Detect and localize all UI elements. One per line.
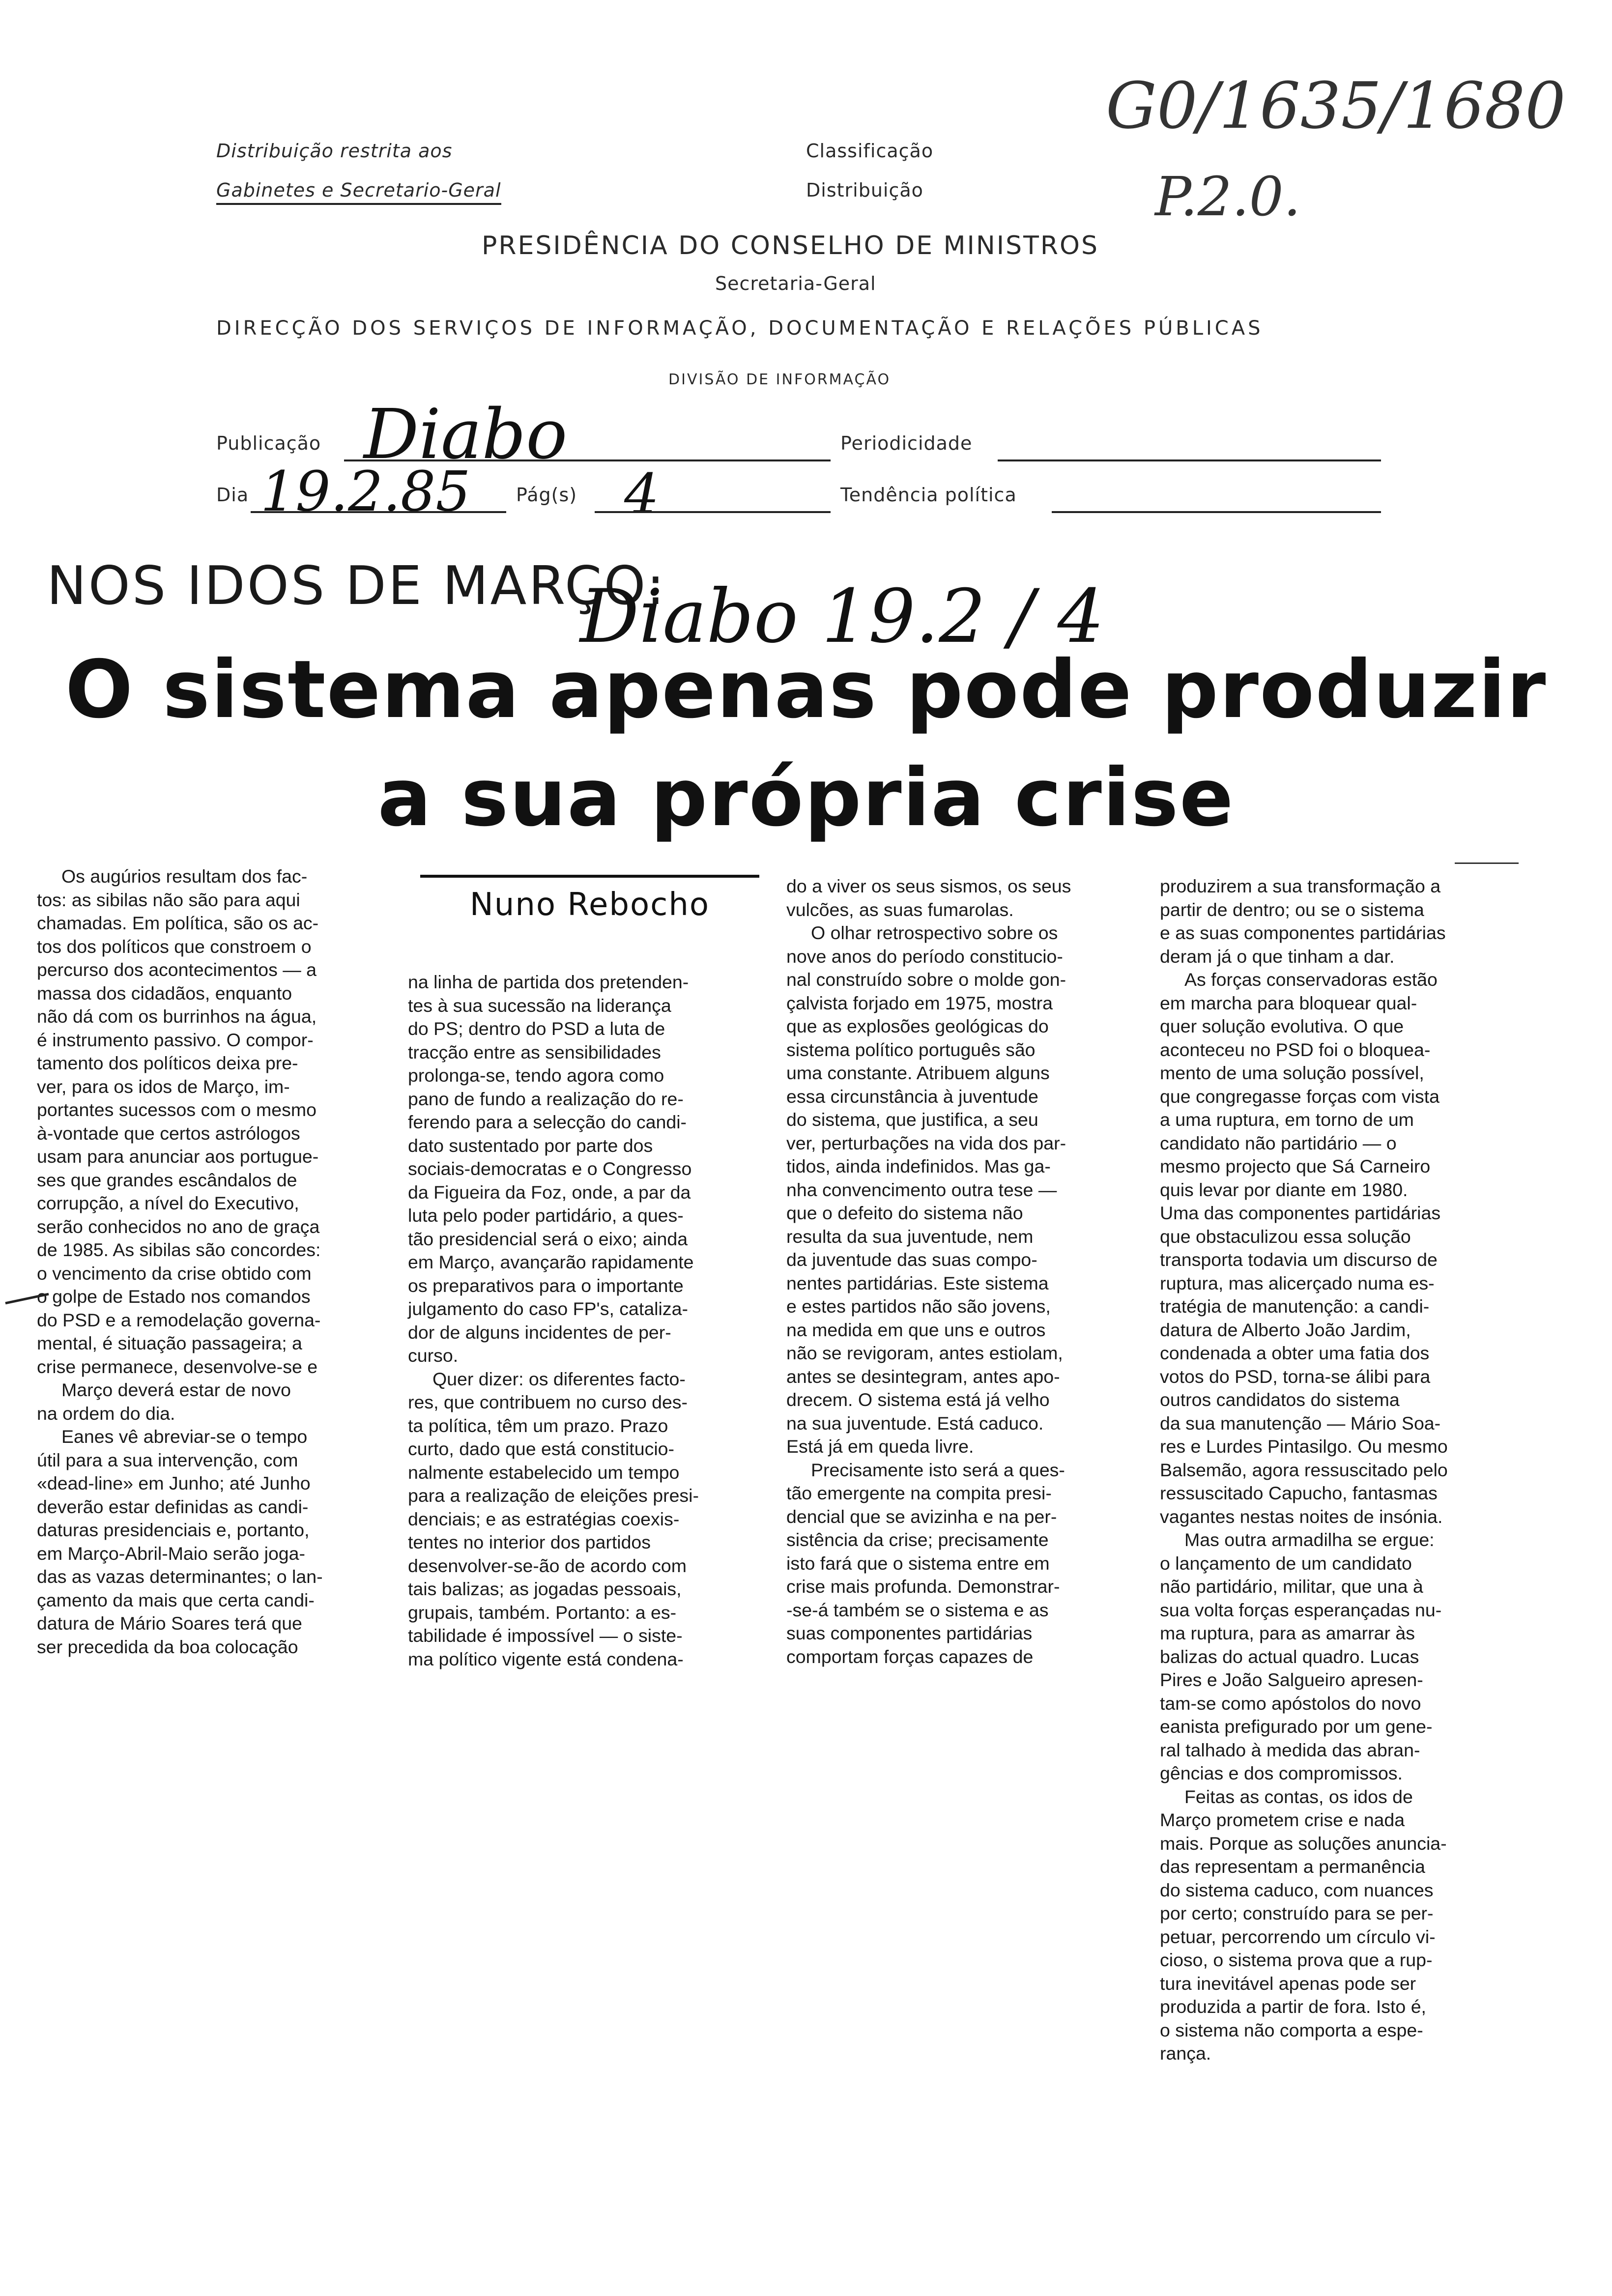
col3-line-15: que o defeito do sistema não	[786, 1203, 1023, 1223]
col1-line-21: mental, é situação passageira; a	[37, 1333, 302, 1353]
col4-line-40: Feitas as contas, os idos de	[1184, 1786, 1413, 1807]
col3-line-3: O olhar retrospectivo sobre os	[811, 922, 1058, 943]
col4-line-9: mento de uma solução possível,	[1160, 1062, 1424, 1083]
tendency-label: Tendência política	[840, 484, 1017, 506]
day-line	[251, 511, 506, 513]
col3-line-2: vulcões, as suas fumarolas.	[786, 899, 1014, 920]
col4-line-31: não partidário, militar, que una à	[1160, 1576, 1423, 1597]
col3-line-13: tidos, ainda indefinidos. Mas ga-	[786, 1156, 1051, 1177]
col1-line-1: Os augúrios resultam dos fac-	[61, 866, 308, 887]
col4-line-36: tam-se como apóstolos do novo	[1160, 1693, 1421, 1714]
tendency-line	[1052, 511, 1381, 513]
col4-line-4: deram já o que tinham a dar.	[1160, 946, 1395, 967]
col3-line-1: do a viver os seus sismos, os seus	[786, 876, 1071, 896]
col1-line-29: daturas presidenciais e, portanto,	[37, 1520, 310, 1540]
col4-line-19: tratégia de manutenção: a candi-	[1160, 1296, 1430, 1317]
distribution-line2: Gabinetes e Secretario-Geral	[216, 179, 501, 205]
article-column-4	[1160, 875, 1509, 2066]
col1-line-2: tos: as sibilas não são para aqui	[37, 889, 300, 910]
col1-line-16: serão conhecidos no ano de graça	[37, 1216, 320, 1237]
article-column-2	[408, 971, 757, 1671]
col1-line-17: de 1985. As sibilas são concordes:	[37, 1239, 321, 1260]
secretariat: Secretaria-Geral	[715, 273, 876, 294]
col4-line-41: Março prometem crise e nada	[1160, 1809, 1405, 1830]
col4-line-39: gências e dos compromissos.	[1160, 1763, 1403, 1783]
col1-line-5: percurso dos acontecimentos — a	[37, 959, 317, 980]
division: DIVISÃO DE INFORMAÇÃO	[668, 371, 891, 388]
col2-line-6: pano de fundo a realização do re-	[408, 1088, 684, 1109]
col3-line-28: dencial que se avizinha e na per-	[786, 1506, 1057, 1527]
col2-line-24: denciais; e as estratégias coexis-	[408, 1508, 680, 1529]
col4-line-48: tura inevitável apenas pode ser	[1160, 1973, 1416, 1994]
col4-line-17: transporta todavia um discurso de	[1160, 1249, 1438, 1270]
col2-line-2: tes à sua sucessão na liderança	[408, 995, 671, 1016]
col4-line-10: que congregasse forças com vista	[1160, 1086, 1440, 1107]
col2-line-3: do PS; dentro do PSD a luta de	[408, 1018, 665, 1039]
col3-line-25: Está já em queda livre.	[786, 1436, 974, 1457]
col1-line-11: portantes sucessos com o mesmo	[37, 1099, 317, 1120]
col3-line-7: que as explosões geológicas do	[786, 1016, 1049, 1036]
col3-line-31: crise mais profunda. Demonstrar-	[786, 1576, 1060, 1597]
col3-line-29: sistência da crise; precisamente	[786, 1529, 1049, 1550]
col4-line-50: o sistema não comporta a espe-	[1160, 2019, 1423, 2040]
pages-value: 4	[624, 462, 660, 526]
col1-line-33: datura de Mário Soares terá que	[37, 1613, 302, 1634]
col4-line-30: o lançamento de um candidato	[1160, 1552, 1412, 1574]
article-column-3	[786, 875, 1130, 1668]
pages-label: Pág(s)	[516, 484, 577, 506]
col3-line-33: suas componentes partidárias	[786, 1623, 1033, 1643]
col1-line-13: usam para anunciar aos portugue-	[37, 1146, 319, 1167]
col1-line-14: ses que grandes escândalos de	[37, 1169, 297, 1190]
col3-line-6: çalvista forjado em 1975, mostra	[786, 992, 1053, 1013]
day-value: 19.2.85	[260, 460, 471, 524]
col4-line-6: em marcha para bloquear qual-	[1160, 992, 1417, 1013]
col2-line-25: tentes no interior dos partidos	[408, 1532, 651, 1552]
col2-line-26: desenvolver-se-ão de acordo com	[408, 1555, 687, 1576]
col3-line-22: antes se desintegram, antes apo-	[786, 1366, 1060, 1387]
col2-line-7: ferendo para a selecção do candi-	[408, 1112, 687, 1132]
col4-line-45: por certo; construído para se per-	[1160, 1903, 1434, 1923]
col3-line-9: uma constante. Atribuem alguns	[786, 1062, 1050, 1083]
publication-label: Publicação	[216, 432, 321, 454]
col4-line-15: Uma das componentes partidárias	[1160, 1203, 1441, 1223]
col1-line-32: çamento da mais que certa candi-	[37, 1589, 315, 1610]
col4-line-37: eanista prefigurado por um gene-	[1160, 1716, 1433, 1737]
col4-line-20: datura de Alberto João Jardim,	[1160, 1319, 1411, 1340]
col2-line-20: ta política, têm um prazo. Prazo	[408, 1415, 668, 1436]
classification-label: Classificação	[806, 140, 934, 162]
col4-line-23: outros candidatos do sistema	[1160, 1389, 1400, 1410]
col2-line-22: nalmente estabelecido um tempo	[408, 1462, 680, 1483]
distribution-line1: Distribuição restrita aos	[216, 140, 453, 162]
col4-line-28: vagantes nestas noites de insónia.	[1160, 1506, 1443, 1527]
periodicity-line	[998, 459, 1381, 461]
col2-line-19: res, que contribuem no curso des-	[408, 1392, 688, 1412]
col2-line-12: tão presidencial será o eixo; ainda	[408, 1228, 688, 1249]
col4-line-13: mesmo projecto que Sá Carneiro	[1160, 1156, 1431, 1177]
col2-line-13: em Março, avançarão rapidamente	[408, 1252, 694, 1272]
col4-line-26: Balsemão, agora ressuscitado pelo	[1160, 1459, 1448, 1480]
distribution-label: Distribuição	[806, 179, 923, 201]
col3-line-20: na medida em que uns e outros	[786, 1319, 1046, 1340]
col2-line-14: os preparativos para o importante	[408, 1275, 684, 1296]
col1-line-19: o golpe de Estado nos comandos	[37, 1286, 311, 1307]
col1-line-34: ser precedida da boa colocação	[37, 1636, 298, 1657]
col3-line-18: nentes partidárias. Este sistema	[786, 1272, 1049, 1293]
col1-line-9: tamento dos políticos deixa pre-	[37, 1053, 298, 1073]
col2-line-30: ma político vigente está condena-	[408, 1648, 684, 1669]
col1-line-31: das as vazas determinantes; o lan-	[37, 1566, 323, 1587]
col4-line-14: quis levar por diante em 1980.	[1160, 1179, 1408, 1200]
col4-line-21: condenada a obter uma fatia dos	[1160, 1343, 1430, 1363]
col2-line-16: dor de alguns incidentes de per-	[408, 1321, 671, 1343]
col3-line-23: drecem. O sistema está já velho	[786, 1389, 1050, 1410]
byline	[420, 875, 759, 923]
col4-line-34: balizas do actual quadro. Lucas	[1160, 1646, 1419, 1667]
col4-line-46: petuar, percorrendo um círculo vi-	[1160, 1926, 1436, 1947]
publication-value: Diabo	[364, 395, 568, 475]
col4-line-12: candidato não partidário — o	[1160, 1132, 1397, 1153]
col3-line-34: comportam forças capazes de	[786, 1646, 1034, 1667]
col4-line-3: e as suas componentes partidárias	[1160, 922, 1446, 943]
col2-line-8: dato sustentado por parte dos	[408, 1135, 653, 1156]
col1-line-25: Eanes vê abreviar-se o tempo	[61, 1426, 308, 1447]
col1-line-8: é instrumento passivo. O compor-	[37, 1029, 314, 1050]
article-column-1	[37, 865, 383, 1659]
col4-line-44: do sistema caduco, com nuances	[1160, 1879, 1434, 1900]
col3-line-5: nal construído sobre o molde gon-	[786, 969, 1066, 990]
col4-line-8: aconteceu no PSD foi o bloquea-	[1160, 1039, 1431, 1060]
col4-line-25: res e Lurdes Pintasilgo. Ou mesmo	[1160, 1436, 1448, 1457]
col2-line-9: sociais-democratas e o Congresso	[408, 1158, 692, 1179]
col1-line-23: Março deverá estar de novo	[61, 1379, 291, 1400]
col1-line-20: do PSD e a remodelação governa-	[37, 1309, 321, 1330]
col4-line-1: produzirem a sua transformação a	[1160, 876, 1441, 896]
pages-line	[595, 511, 831, 513]
col3-line-32: -se-á também se o sistema e as	[786, 1599, 1049, 1620]
col4-line-33: ma ruptura, para as amarrar às	[1160, 1623, 1415, 1643]
col2-line-17: curso.	[408, 1345, 459, 1366]
col1-line-27: «dead-line» em Junho; até Junho	[37, 1473, 311, 1493]
col2-line-1: na linha de partida dos pretenden-	[408, 972, 689, 992]
col3-line-14: nha convencimento outra tese —	[786, 1179, 1057, 1200]
col3-line-27: tão emergente na compita presi-	[786, 1483, 1052, 1503]
col1-line-18: o vencimento da crise obtido com	[37, 1263, 312, 1284]
col2-line-29: tabilidade é impossível — o siste-	[408, 1625, 683, 1646]
col2-line-23: para a realização de eleições presi-	[408, 1485, 699, 1506]
article-kicker: NOS IDOS DE MARÇO:	[47, 555, 666, 617]
col2-line-15: julgamento do caso FP's, cataliza-	[408, 1298, 688, 1319]
col3-line-19: e estes partidos não são jovens,	[786, 1296, 1051, 1317]
col2-line-21: curto, dado que está constitucio-	[408, 1438, 674, 1459]
col1-line-26: útil para a sua intervenção, com	[37, 1449, 298, 1470]
col4-line-47: cioso, o sistema prova que a rup-	[1160, 1950, 1433, 1970]
col4-line-49: produzida a partir de fora. Isto é,	[1160, 1996, 1426, 2017]
col1-line-30: em Março-Abril-Maio serão joga-	[37, 1543, 306, 1564]
headline-line2: a sua própria crise	[377, 752, 1235, 844]
col4-line-27: ressuscitado Capucho, fantasmas	[1160, 1483, 1438, 1503]
org-title: PRESIDÊNCIA DO CONSELHO DE MINISTROS	[482, 231, 1099, 260]
col4-line-22: votos do PSD, torna-se álibi para	[1160, 1366, 1431, 1387]
annotation-top-right-line2: P.2.0.	[1155, 165, 1301, 228]
col4-line-32: sua volta forças esperançadas nu-	[1160, 1599, 1442, 1620]
col1-line-15: corrupção, a nível do Executivo,	[37, 1193, 299, 1213]
col3-line-10: essa circunstância à juventude	[786, 1086, 1038, 1107]
col4-line-51: rança.	[1160, 2043, 1211, 2064]
col3-line-17: da juventude das suas compo-	[786, 1249, 1037, 1270]
col1-line-22: crise permanece, desenvolve-se e	[37, 1356, 318, 1377]
col1-line-24: na ordem do dia.	[37, 1403, 175, 1424]
col3-line-11: do sistema, que justifica, a seu	[786, 1109, 1038, 1130]
byline-name: Nuno Rebocho	[469, 887, 710, 923]
col3-line-26: Precisamente isto será a ques-	[811, 1459, 1065, 1480]
col2-line-4: tracção entre as sensibilidades	[408, 1041, 661, 1062]
col2-line-28: grupais, também. Portanto: a es-	[408, 1602, 677, 1623]
col3-line-30: isto fará que o sistema entre em	[786, 1552, 1050, 1574]
col3-line-4: nove anos do período constitucio-	[786, 946, 1063, 967]
col1-line-7: não dá com os burrinhos na água,	[37, 1006, 317, 1027]
periodicity-label: Periodicidade	[840, 432, 973, 454]
col4-line-29: Mas outra armadilha se ergue:	[1184, 1529, 1435, 1550]
col4-line-5: As forças conservadoras estão	[1184, 969, 1438, 990]
top-rule-right	[1455, 862, 1519, 864]
directorate: DIRECÇÃO DOS SERVIÇOS DE INFORMAÇÃO, DOCUMENTAÇÃO E RELAÇÕES PÚBLICAS	[216, 317, 1264, 340]
col2-line-27: tais balizas; as jogadas pessoais,	[408, 1578, 682, 1599]
col1-line-3: chamadas. Em política, são os ac-	[37, 913, 319, 933]
col2-line-5: prolonga-se, tendo agora como	[408, 1065, 664, 1086]
col4-line-2: partir de dentro; ou se o sistema	[1160, 899, 1424, 920]
col2-line-11: luta pelo poder partidário, a ques-	[408, 1205, 684, 1226]
col4-line-16: que obstaculizou essa solução	[1160, 1226, 1411, 1247]
col3-line-12: ver, perturbações na vida dos par-	[786, 1132, 1066, 1153]
col3-line-8: sistema político português são	[786, 1039, 1036, 1060]
col1-line-4: tos dos políticos que constroem o	[37, 936, 312, 957]
headline-line1: O sistema apenas pode produzir	[65, 644, 1547, 736]
col4-line-35: Pires e João Salgueiro apresen-	[1160, 1669, 1423, 1690]
col2-line-18: Quer dizer: os diferentes facto-	[432, 1368, 686, 1389]
col4-line-18: ruptura, mas alicerçado numa es-	[1160, 1272, 1435, 1293]
col1-line-10: ver, para os idos de Março, im-	[37, 1076, 290, 1097]
col4-line-38: ral talhado à medida das abran-	[1160, 1739, 1420, 1760]
col1-line-28: deverão estar definidas as candi-	[37, 1496, 309, 1517]
col3-line-16: resulta da sua juventude, nem	[786, 1226, 1034, 1247]
col3-line-21: não se revigoram, antes estiolam,	[786, 1343, 1063, 1363]
annotation-top-right-line1: G0/1635/1680	[1106, 68, 1566, 143]
col3-line-24: na sua juventude. Está caduco.	[786, 1412, 1044, 1434]
col4-line-43: das representam a permanência	[1160, 1856, 1425, 1877]
day-label: Dia	[216, 484, 249, 506]
col1-line-12: à-vontade que certos astrólogos	[37, 1122, 300, 1144]
col4-line-7: quer solução evolutiva. O que	[1160, 1016, 1404, 1036]
col2-line-10: da Figueira da Foz, onde, a par da	[408, 1181, 691, 1203]
col4-line-24: da sua manutenção — Mário Soa-	[1160, 1412, 1441, 1434]
col1-line-6: massa dos cidadãos, enquanto	[37, 982, 292, 1004]
col4-line-11: a uma ruptura, em torno de um	[1160, 1109, 1414, 1130]
annotation-over-headline: Diabo 19.2 / 4	[580, 574, 1104, 660]
col4-line-42: mais. Porque as soluções anuncia-	[1160, 1833, 1447, 1854]
